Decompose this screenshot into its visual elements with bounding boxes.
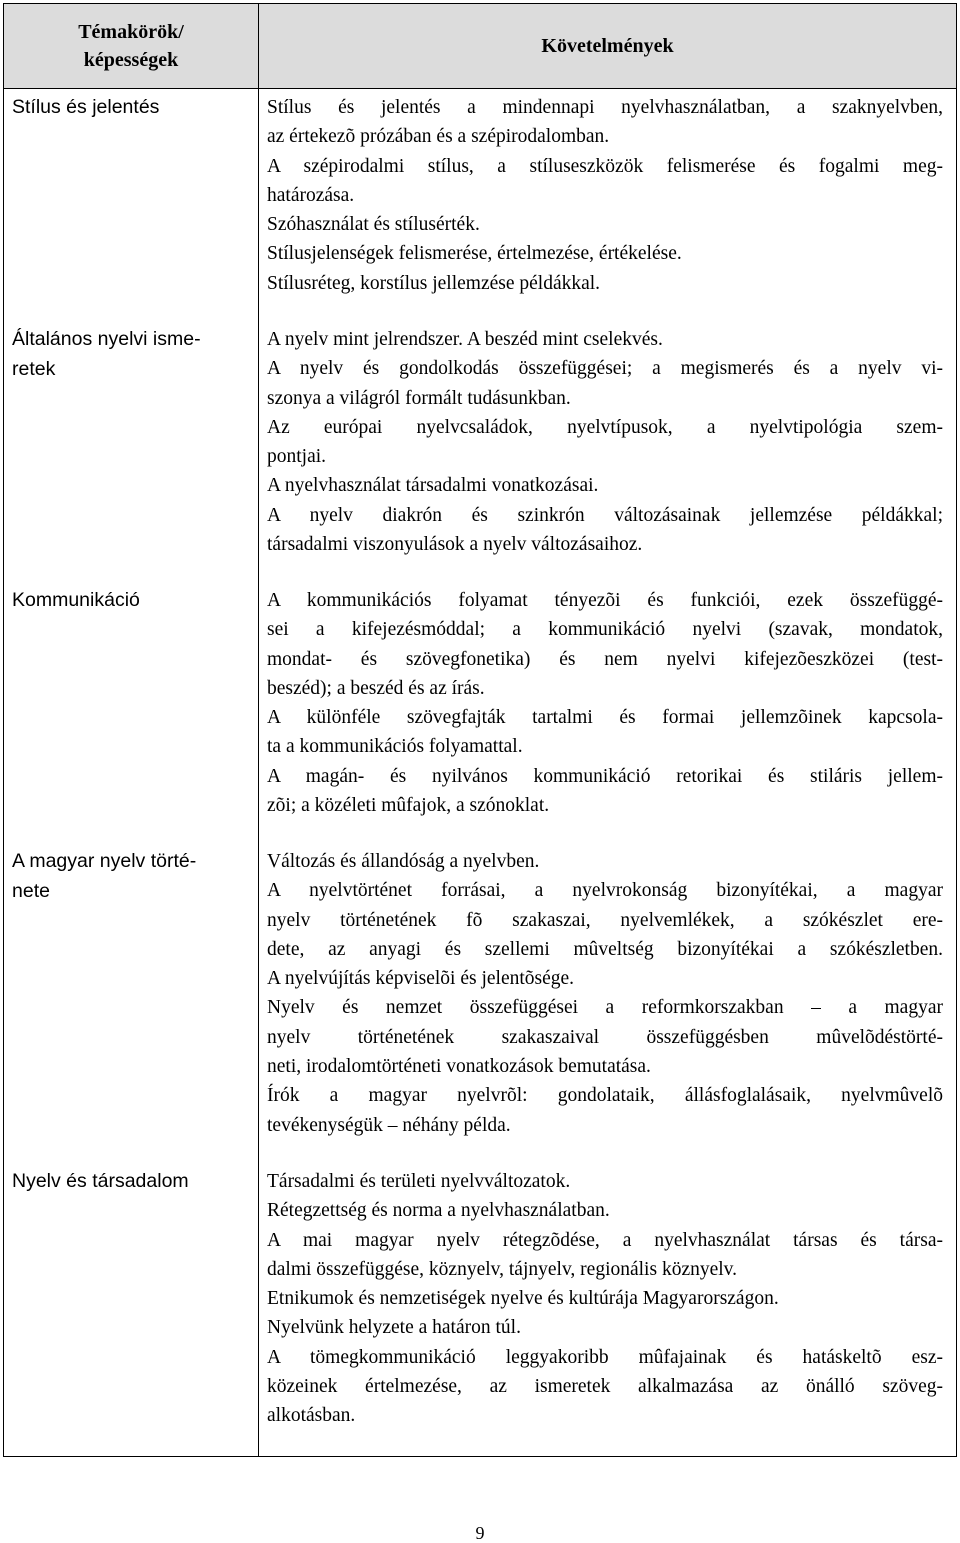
requirement-line: A különféle szövegfajták tartalmi és formai jellemzõinek kapcsola- — [267, 707, 943, 729]
requirement-line: Stílus és jelentés a mindennapi nyelvhasználatban, a szaknyelvben, — [267, 97, 943, 118]
requirement-line: Rétegzettség és norma a nyelvhasználatban. — [267, 1200, 610, 1222]
requirement-line: beszéd); a beszéd és az írás. — [267, 677, 485, 699]
requirement-line: A magán- és nyilvános kommunikáció retorikai és stiláris jellem- — [267, 765, 943, 787]
row-topic — [12, 93, 244, 123]
requirement-line: Stílusréteg, korstílus jellemzése példákkal. — [267, 272, 601, 294]
requirement-line: szonya a világról formált tudásunkban. — [267, 387, 571, 409]
requirement-line: határozása. — [267, 184, 355, 206]
requirement-line: A nyelv diakrón és szinkrón változásainak jellemzése példákkal; — [267, 504, 943, 526]
requirement-line: Változás és állandóság a nyelvben. — [267, 851, 540, 872]
requirement-line: Írók a magyar nyelvrõl: gondolataik, állásfoglalásaik, nyelvmûvelõ — [267, 1085, 943, 1107]
requirement-line: dete, az anyagi és szellemi mûveltség bizonyítékai a szókészletben. — [267, 938, 943, 960]
requirement-line: neti, irodalomtörténeti vonatkozások bemutatása. — [267, 1056, 651, 1078]
row-topic — [12, 325, 244, 384]
page-number: 9 — [475, 1523, 485, 1543]
requirement-line: A nyelvhasználat társadalmi vonatkozásai. — [267, 475, 599, 497]
row-requirements — [267, 93, 943, 298]
requirement-line: Az európai nyelvcsaládok, nyelvtípusok, a nyelvtipológia szem- — [267, 416, 943, 438]
header-topics-line2: képességek — [83, 49, 179, 71]
requirement-line: tevékenységük – néhány példa. — [267, 1114, 511, 1136]
topic-line: nete — [12, 879, 50, 902]
requirement-line: A mai magyar nyelv rétegzõdése, a nyelvhasználat társas és társa- — [267, 1229, 943, 1251]
requirement-line: Nyelvünk helyzete a határon túl. — [267, 1317, 521, 1339]
row-requirements — [267, 325, 943, 559]
requirement-line: mondat- és szövegfonetika) és nem nyelvi kifejezõeszközei (test- — [267, 648, 943, 670]
requirement-line: A nyelvtörténet forrásai, a nyelvrokonság bizonyítékai, a magyar — [267, 880, 943, 902]
requirement-line: nyelv történetének szakaszaival összefüggésben mûvelõdéstörté- — [267, 1026, 943, 1048]
requirement-line: A tömegkommunikáció leggyakoribb mûfajainak és hatáskeltõ esz- — [267, 1346, 943, 1368]
requirement-line: közeinek értelmezése, az ismeretek alkalmazása az önálló szöveg- — [267, 1376, 943, 1398]
requirement-line: Szóhasználat és stílusérték. — [267, 214, 480, 236]
row-requirements — [267, 586, 943, 820]
requirement-line: ta a kommunikációs folyamattal. — [267, 736, 523, 758]
row-requirements — [267, 847, 943, 1140]
header-topics — [4, 4, 258, 88]
requirement-line: A nyelv és gondolkodás összefüggései; a megismerés és a nyelv vi- — [267, 358, 943, 380]
requirement-line: A szépirodalmi stílus, a stíluseszközök felismerése és fogalmi meg- — [267, 155, 943, 177]
requirement-line: zõi; a közéleti mûfajok, a szónoklat. — [267, 795, 550, 817]
requirement-line: dalmi összefüggése, köznyelv, tájnyelv, regionális köznyelv. — [267, 1258, 738, 1280]
row-requirements — [267, 1167, 943, 1431]
requirement-line: sei a kifejezésmóddal; a kommunikáció nyelvi (szavak, mondatok, — [267, 619, 943, 641]
requirement-line: pontjai. — [267, 446, 327, 468]
requirement-line: alkotásban. — [267, 1405, 356, 1427]
header-topics-line1: Témakörök/ — [78, 21, 184, 43]
requirement-line: Társadalmi és területi nyelvváltozatok. — [267, 1171, 571, 1192]
topic-line: Nyelv és társadalom — [12, 1170, 189, 1192]
requirement-line: A nyelvújítás képviselõi és jelentõsége. — [267, 968, 575, 990]
table-header — [4, 4, 956, 89]
topic-line: Kommunikáció — [12, 589, 140, 611]
curriculum-table — [3, 3, 957, 1457]
requirement-line: társadalmi viszonyulások a nyelv változásaihoz. — [267, 534, 643, 556]
topic-line: Stílus és jelentés — [12, 96, 160, 118]
requirement-line: az értekezõ prózában és a szépirodalomban. — [267, 126, 610, 148]
requirement-line: Etnikumok és nemzetiségek nyelve és kultúrája Magyarországon. — [267, 1288, 779, 1310]
row-topic — [12, 1167, 244, 1197]
column-divider — [258, 4, 259, 1456]
requirement-line: Nyelv és nemzet összefüggései a reformkorszakban – a magyar — [267, 997, 943, 1019]
row-topic — [12, 586, 244, 616]
requirement-line: A kommunikációs folyamat tényezõi és funkciói, ezek összefüggé- — [267, 590, 943, 611]
topic-line: retek — [12, 357, 56, 380]
row-topic — [12, 847, 244, 906]
topic-line: Általános nyelvi isme- — [12, 328, 201, 350]
requirement-line: A nyelv mint jelrendszer. A beszéd mint cselekvés. — [267, 329, 663, 350]
requirement-line: nyelv történetének fõ szakaszai, nyelvemlékek, a szókészlet ere- — [267, 909, 943, 931]
topic-line: A magyar nyelv törté- — [12, 850, 197, 872]
requirement-line: Stílusjelenségek felismerése, értelmezése, értékelése. — [267, 243, 682, 265]
header-requirements: Követelmények — [541, 34, 674, 57]
